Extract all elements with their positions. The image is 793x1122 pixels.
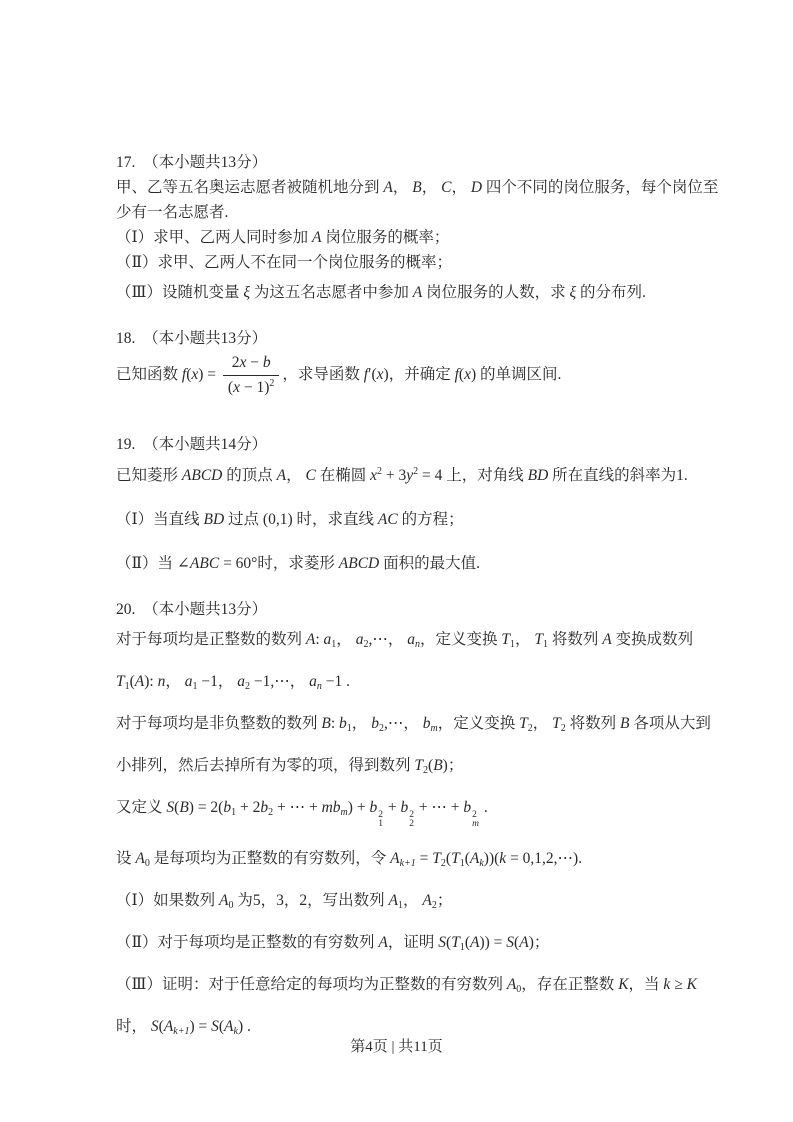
question-20-def-t1-line-1: 对于每项均是正整数的数列 A: $a_1$， $a_2,\cdots$， $a_n$，定义变换 $T_1$， $T_1$ 将数列 A 变换成数列 [116, 631, 694, 650]
page-footer: 第4页 | 共11页 [350, 1039, 443, 1055]
question-19-part-1: （Ⅰ）当直线 BD 过点 (0,1) 时，求直线 AC 的方程； [116, 511, 464, 528]
question-20-def-a0: 设 $A_0$ 是每项均为正整数的有穷数列，令 $A_{k+1} = T_2(T_1(A_k))(k$ = 0,1,2,⋯). [116, 850, 583, 869]
question-18-body: 已知函数 f(x) = $\frac{2x - b}{(x - 1)^2}$ ，求导函数 f′(x)，并确定 f(x) 的单调区间. [116, 354, 562, 396]
question-20-part-2: （Ⅱ）对于每项均是正整数的有穷数列 A，证明 $S(T_1(A)) = S(A)$； [116, 934, 550, 953]
question-20-def-t1-line-2: $T_1(A)$: n， $a_1 -1$， $a_2$ −1,⋯， $a_n -1$ . [116, 673, 350, 692]
question-17-intro-line-1: 甲、乙等五名奥运志愿者被随机地分到 A， B， C， D 四个不同的岗位服务，每个岗位至 [116, 179, 719, 196]
question-20-part-3-line-1: （Ⅲ）证明：对于任意给定的每项均为正整数的有穷数列 $A_0$，存在正整数 K，当 k ≥ K [116, 976, 697, 995]
question-17 [116, 150, 719, 305]
question-19-intro: 已知菱形 ABCD 的顶点 A， C 在椭圆 $x^2 + 3y^2 = 4$ 上，对角线 BD 所在直线的斜率为1. [116, 466, 688, 484]
question-18-header: 18. （本小题共13分） [116, 330, 268, 347]
question-19-part-2: （Ⅱ）当 ∠ABC = 60°时，求菱形 ABCD 面积的最大值. [116, 555, 480, 572]
question-19 [116, 432, 716, 576]
question-17-part-1: （Ⅰ）求甲、乙两人同时参加 A 岗位服务的概率； [116, 229, 450, 246]
question-17-part-3: （Ⅲ）设随机变量 ξ 为这五名志愿者中参加 A 岗位服务的人数，求 ξ 的分布列. [116, 284, 646, 301]
question-19-header: 19. （本小题共14分） [116, 436, 268, 453]
question-17-header: 17. （本小题共13分） [116, 154, 268, 171]
question-20-def-t2-line-2: 小排列，然后去掉所有为零的项，得到数列 $T_2(B)$； [116, 757, 464, 776]
question-20 [116, 597, 716, 1039]
question-20-def-t2-line-1: 对于每项均是非负整数的数列 B: $b_1$， $b_2,\cdots$， $b_m$，定义变换 $T_2$， $T_2$ 将数列 B 各项从大到 [116, 715, 711, 734]
question-20-def-s: 又定义 $S(B) = 2(b_1 + 2b_2$ + ⋯ + $mb_m) + b$ 2 1 + b 2 2 + ⋯ + b 2 m . [116, 799, 488, 829]
question-18 [116, 326, 716, 401]
question-17-part-2: （Ⅱ）求甲、乙两人不在同一个岗位服务的概率； [116, 254, 453, 271]
question-20-header: 20. （本小题共13分） [116, 601, 268, 618]
question-20-part-1: （Ⅰ）如果数列 $A_0$ 为5，3，2，写出数列 $A_1$， $A_2$； [116, 892, 453, 911]
question-17-intro-line-2: 少有一名志愿者. [116, 204, 229, 221]
question-20-part-3-line-2: 时， $S(A_{k+1}) = S(A_k)$ . [116, 1018, 251, 1037]
